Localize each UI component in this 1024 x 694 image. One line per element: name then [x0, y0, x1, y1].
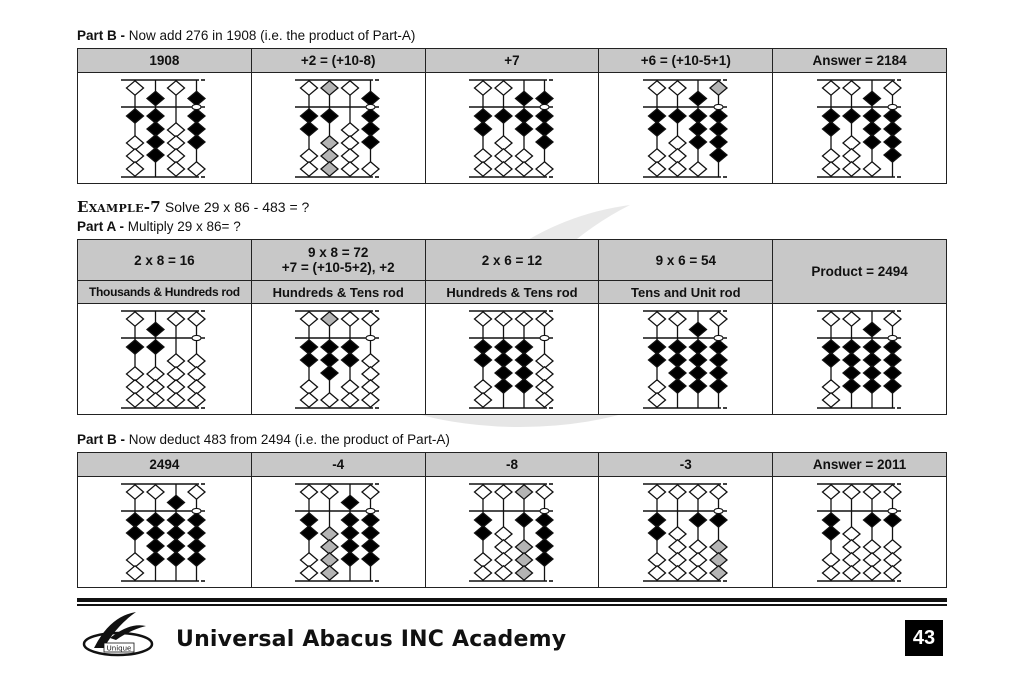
upper-bead: [884, 81, 901, 95]
abacus-cell: [599, 73, 773, 184]
upper-bead: [147, 485, 164, 499]
lower-bead-active: [188, 135, 205, 149]
unit-rod-marker-icon: [192, 508, 201, 513]
lower-bead-active: [710, 513, 727, 527]
lower-bead-inactive: [147, 393, 164, 407]
lower-bead-inactive: [321, 393, 338, 407]
lower-bead-active: [495, 379, 512, 393]
rod-subheader: Tens and Unit rod: [599, 281, 773, 304]
abacus-cell: [251, 73, 425, 184]
lower-bead-active: [822, 353, 839, 367]
lower-bead-active: [188, 552, 205, 566]
unit-rod-marker-icon: [540, 508, 549, 513]
header-line: Product = 2494: [811, 264, 908, 279]
column-header: 1908: [78, 49, 252, 73]
abacus-diagram: [467, 77, 557, 179]
unit-rod-marker-icon: [540, 335, 549, 340]
lower-bead-active: [843, 109, 860, 123]
upper-bead: [843, 312, 860, 326]
lower-bead-active: [321, 109, 338, 123]
lower-bead-active: [648, 526, 665, 540]
lower-bead-active: [301, 353, 318, 367]
lower-bead-active: [474, 353, 491, 367]
section1-caption: [77, 28, 415, 43]
header-line: 9 x 6 = 54: [655, 252, 716, 268]
upper-bead: [127, 312, 144, 326]
lower-bead-inactive: [168, 162, 185, 176]
upper-bead: [301, 485, 318, 499]
upper-bead: [495, 81, 512, 95]
upper-bead: [474, 81, 491, 95]
abacus-cell: [773, 304, 947, 415]
column-header: [599, 240, 773, 281]
lower-bead-active: [474, 526, 491, 540]
column-header: [773, 240, 947, 304]
upper-bead: [669, 485, 686, 499]
abacus-cell: [78, 73, 252, 184]
upper-bead: [884, 312, 901, 326]
upper-bead: [474, 485, 491, 499]
lower-bead-active: [147, 552, 164, 566]
upper-bead: [648, 312, 665, 326]
lower-bead-active: [536, 552, 553, 566]
lower-bead-inactive: [188, 162, 205, 176]
upper-bead: [536, 485, 553, 499]
abacus-diagram: [641, 308, 731, 410]
abacus-diagram: [815, 308, 905, 410]
abacus-diagram: [641, 77, 731, 179]
upper-bead: [362, 485, 379, 499]
lower-bead-active: [474, 122, 491, 136]
caption-part-label: Part B -: [77, 28, 126, 43]
lower-bead-active: [648, 122, 665, 136]
lower-bead-inactive: [843, 566, 860, 580]
lower-bead-removed: [710, 566, 727, 580]
upper-bead: [515, 485, 532, 499]
caption-part-label: Part B -: [77, 432, 126, 447]
header-line: 9 x 8 = 72: [307, 245, 369, 260]
lower-bead-inactive: [536, 393, 553, 407]
section1-table: [77, 48, 947, 184]
upper-bead: [710, 485, 727, 499]
upper-bead: [710, 81, 727, 95]
upper-bead: [127, 485, 144, 499]
column-header: [251, 240, 425, 281]
lower-bead-removed: [321, 162, 338, 176]
lower-bead-active: [147, 340, 164, 354]
lower-bead-inactive: [669, 566, 686, 580]
lower-bead-active: [127, 526, 144, 540]
abacus-cell: [599, 477, 773, 588]
upper-bead: [822, 485, 839, 499]
lower-bead-inactive: [301, 393, 318, 407]
lower-bead-inactive: [362, 162, 379, 176]
lower-bead-inactive: [648, 566, 665, 580]
abacus-diagram: [293, 308, 383, 410]
lower-bead-inactive: [515, 162, 532, 176]
upper-bead: [168, 81, 185, 95]
abacus-diagram: [119, 481, 209, 583]
lower-bead-active: [342, 552, 359, 566]
lower-bead-active: [127, 340, 144, 354]
lower-bead-active: [536, 135, 553, 149]
rod-subheader: Thousands & Hundreds rod: [78, 281, 252, 304]
abacus-cell: [251, 477, 425, 588]
abacus-diagram: [293, 481, 383, 583]
unit-rod-marker-icon: [366, 508, 375, 513]
lower-bead-inactive: [474, 566, 491, 580]
page-number: 43: [905, 620, 943, 656]
lower-bead-active: [515, 379, 532, 393]
unit-rod-marker-icon: [888, 104, 897, 109]
unit-rod-marker-icon: [714, 508, 723, 513]
lower-bead-inactive: [127, 393, 144, 407]
upper-bead: [362, 312, 379, 326]
upper-bead: [342, 312, 359, 326]
upper-bead: [301, 81, 318, 95]
lower-bead-inactive: [495, 566, 512, 580]
upper-bead: [188, 91, 205, 105]
example-label: Example-7: [77, 198, 162, 216]
svg-text:Unique: Unique: [106, 644, 132, 653]
lower-bead-active: [863, 135, 880, 149]
abacus-diagram: [119, 308, 209, 410]
upper-bead: [822, 81, 839, 95]
lower-bead-inactive: [495, 162, 512, 176]
column-header: Answer = 2011: [773, 453, 947, 477]
lower-bead-active: [884, 513, 901, 527]
column-header: +7: [425, 49, 599, 73]
abacus-cell: [599, 304, 773, 415]
caption-part-label: Part A -: [77, 219, 125, 234]
abacus-cell: [425, 73, 599, 184]
upper-bead: [884, 485, 901, 499]
lower-bead-active: [321, 366, 338, 380]
column-header: [78, 240, 252, 281]
lower-bead-active: [669, 109, 686, 123]
caption-text: Now add 276 in 1908 (i.e. the product of Part-A): [125, 28, 416, 43]
column-header: -3: [599, 453, 773, 477]
abacus-diagram: [641, 481, 731, 583]
upper-bead: [863, 91, 880, 105]
lower-bead-removed: [321, 566, 338, 580]
upper-bead: [536, 312, 553, 326]
lower-bead-active: [515, 122, 532, 136]
upper-bead: [321, 485, 338, 499]
lower-bead-active: [822, 526, 839, 540]
section3-caption: [77, 432, 450, 447]
lower-bead-inactive: [822, 566, 839, 580]
example-problem: Solve 29 x 86 - 483 = ?: [161, 199, 310, 215]
header-line: 2 x 8 = 16: [134, 252, 195, 268]
upper-bead: [710, 312, 727, 326]
upper-bead: [648, 485, 665, 499]
upper-bead: [536, 91, 553, 105]
abacus-diagram: [119, 77, 209, 179]
lower-bead-active: [884, 148, 901, 162]
unit-rod-marker-icon: [714, 104, 723, 109]
upper-bead: [188, 312, 205, 326]
abacus-cell: [773, 73, 947, 184]
lower-bead-active: [669, 379, 686, 393]
abacus-diagram: [815, 481, 905, 583]
lower-bead-active: [689, 379, 706, 393]
example-heading: [77, 198, 309, 216]
footer-divider-thin: [77, 604, 947, 606]
lower-bead-inactive: [863, 566, 880, 580]
upper-bead: [342, 495, 359, 509]
unit-rod-marker-icon: [366, 104, 375, 109]
rod-subheader: Hundreds & Tens rod: [251, 281, 425, 304]
upper-bead: [495, 312, 512, 326]
section3-table: [77, 452, 947, 588]
upper-bead: [342, 81, 359, 95]
lower-bead-inactive: [689, 162, 706, 176]
column-header: -4: [251, 453, 425, 477]
rod-subheader: Hundreds & Tens rod: [425, 281, 599, 304]
upper-bead: [495, 485, 512, 499]
upper-bead: [362, 91, 379, 105]
unit-rod-marker-icon: [888, 335, 897, 340]
lower-bead-active: [362, 552, 379, 566]
lower-bead-inactive: [127, 162, 144, 176]
upper-bead: [822, 312, 839, 326]
lower-bead-active: [863, 379, 880, 393]
lower-bead-active: [689, 513, 706, 527]
upper-bead: [474, 312, 491, 326]
upper-bead: [188, 485, 205, 499]
upper-bead: [515, 312, 532, 326]
lower-bead-active: [648, 353, 665, 367]
abacus-diagram: [815, 77, 905, 179]
caption-text: Now deduct 483 from 2494 (i.e. the product of Part-A): [125, 432, 450, 447]
lower-bead-active: [884, 379, 901, 393]
lower-bead-active: [822, 122, 839, 136]
upper-bead: [863, 322, 880, 336]
upper-bead: [843, 485, 860, 499]
lower-bead-inactive: [669, 162, 686, 176]
lower-bead-inactive: [188, 393, 205, 407]
lower-bead-inactive: [474, 393, 491, 407]
abacus-cell: [425, 477, 599, 588]
column-header: Answer = 2184: [773, 49, 947, 73]
lower-bead-active: [863, 513, 880, 527]
upper-bead: [863, 485, 880, 499]
upper-bead: [669, 312, 686, 326]
caption-text: Multiply 29 x 86= ?: [124, 219, 241, 234]
header-line: +7 = (+10-5+2), +2: [281, 260, 395, 275]
column-header: 2494: [78, 453, 252, 477]
unit-rod-marker-icon: [540, 104, 549, 109]
upper-bead: [127, 81, 144, 95]
upper-bead: [515, 91, 532, 105]
lower-bead-inactive: [822, 162, 839, 176]
lower-bead-inactive: [362, 393, 379, 407]
lower-bead-active: [710, 379, 727, 393]
lower-bead-inactive: [301, 162, 318, 176]
upper-bead: [147, 91, 164, 105]
column-header: [425, 240, 599, 281]
column-header: -8: [425, 453, 599, 477]
upper-bead: [843, 81, 860, 95]
column-header: +2 = (+10-8): [251, 49, 425, 73]
lower-bead-active: [127, 109, 144, 123]
lower-bead-active: [362, 135, 379, 149]
lower-bead-active: [710, 148, 727, 162]
abacus-diagram: [293, 77, 383, 179]
lower-bead-inactive: [301, 566, 318, 580]
upper-bead: [648, 81, 665, 95]
lower-bead-active: [495, 109, 512, 123]
section2-table: [77, 239, 947, 415]
academy-logo-icon: [80, 608, 160, 660]
lower-bead-inactive: [863, 162, 880, 176]
abacus-cell: [773, 477, 947, 588]
upper-bead: [168, 312, 185, 326]
unit-rod-marker-icon: [192, 335, 201, 340]
footer-divider-thick: [77, 598, 947, 602]
lower-bead-inactive: [648, 162, 665, 176]
lower-bead-active: [301, 526, 318, 540]
lower-bead-inactive: [536, 162, 553, 176]
lower-bead-inactive: [127, 566, 144, 580]
abacus-cell: [78, 477, 252, 588]
lower-bead-active: [689, 135, 706, 149]
abacus-diagram: [467, 481, 557, 583]
academy-name: Universal Abacus INC Academy: [176, 627, 567, 652]
lower-bead-inactive: [884, 566, 901, 580]
lower-bead-removed: [515, 566, 532, 580]
upper-bead: [689, 322, 706, 336]
lower-bead-active: [168, 552, 185, 566]
upper-bead: [168, 495, 185, 509]
lower-bead-active: [342, 353, 359, 367]
section2-caption: [77, 219, 241, 234]
lower-bead-inactive: [342, 162, 359, 176]
lower-bead-inactive: [822, 393, 839, 407]
lower-bead-inactive: [843, 162, 860, 176]
upper-bead: [321, 81, 338, 95]
lower-bead-active: [147, 148, 164, 162]
unit-rod-marker-icon: [366, 335, 375, 340]
lower-bead-active: [515, 513, 532, 527]
lower-bead-inactive: [689, 566, 706, 580]
upper-bead: [689, 485, 706, 499]
unit-rod-marker-icon: [714, 335, 723, 340]
abacus-cell: [78, 304, 252, 415]
upper-bead: [321, 312, 338, 326]
lower-bead-inactive: [648, 393, 665, 407]
lower-bead-inactive: [342, 393, 359, 407]
abacus-cell: [425, 304, 599, 415]
lower-bead-inactive: [474, 162, 491, 176]
abacus-diagram: [467, 308, 557, 410]
upper-bead: [669, 81, 686, 95]
lower-bead-active: [843, 379, 860, 393]
unit-rod-marker-icon: [192, 104, 201, 109]
lower-bead-inactive: [168, 393, 185, 407]
upper-bead: [689, 91, 706, 105]
upper-bead: [301, 312, 318, 326]
abacus-cell: [251, 304, 425, 415]
header-line: 2 x 6 = 12: [481, 252, 543, 268]
upper-bead: [147, 322, 164, 336]
column-header: +6 = (+10-5+1): [599, 49, 773, 73]
lower-bead-active: [301, 122, 318, 136]
unit-rod-marker-icon: [888, 508, 897, 513]
